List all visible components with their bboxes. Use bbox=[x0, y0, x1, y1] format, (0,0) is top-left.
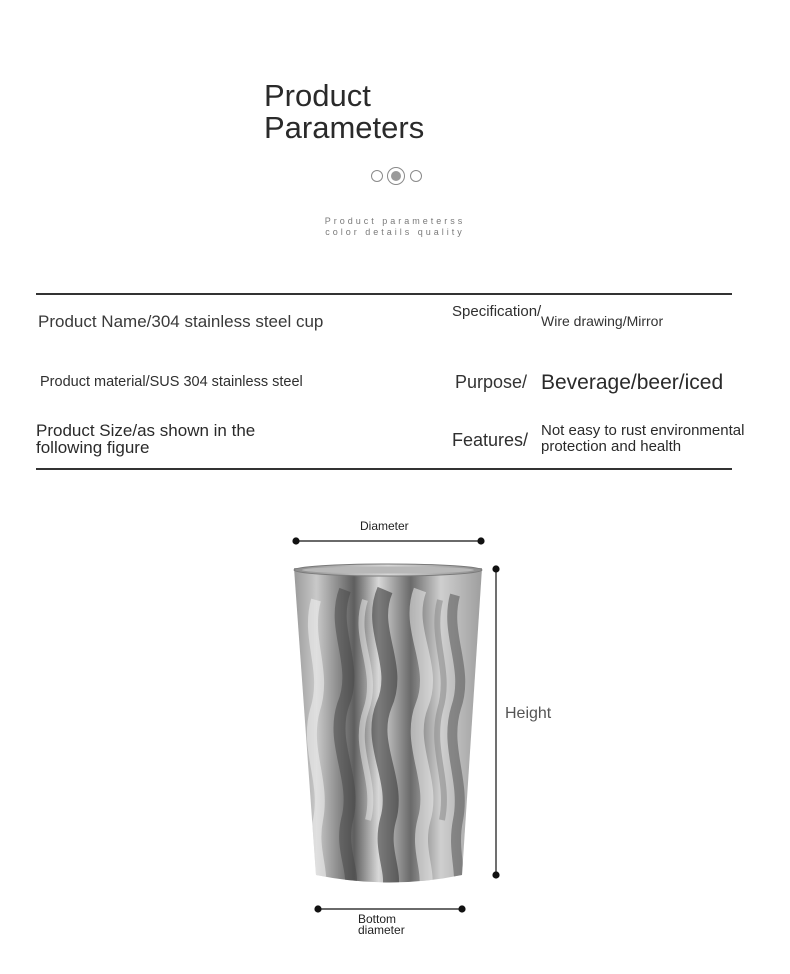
param-features-value: Not easy to rust environmental protection and health bbox=[541, 422, 745, 455]
height-label: Height bbox=[505, 705, 552, 722]
bottom-diameter-dimension-line bbox=[314, 905, 465, 912]
param-purpose-value: Beverage/beer/iced bbox=[541, 371, 724, 394]
param-purpose-label: Purpose/ bbox=[455, 372, 528, 392]
param-specification-label: Specification/ bbox=[452, 303, 542, 320]
cup-image bbox=[294, 564, 482, 890]
bottom-label-line-2: diameter bbox=[358, 923, 405, 937]
page-title: Product Parameters bbox=[264, 78, 425, 145]
subtitle-line-2: color details quality bbox=[325, 227, 465, 237]
diameter-label: Diameter bbox=[360, 519, 409, 533]
diameter-dimension-line bbox=[292, 537, 484, 544]
param-specification-value: Wire drawing/Mirror bbox=[541, 313, 664, 329]
height-dimension-line bbox=[492, 565, 499, 878]
param-product-name: Product Name/304 stainless steel cup bbox=[38, 312, 324, 331]
bottom-label-line-1: Bottom bbox=[358, 912, 397, 926]
subtitle-line-1: Product parameterss bbox=[324, 216, 466, 226]
param-size: Product Size/as shown in the following figure bbox=[36, 421, 256, 457]
param-material: Product material/SUS 304 stainless steel bbox=[40, 374, 303, 390]
param-features-label: Features/ bbox=[452, 430, 529, 450]
